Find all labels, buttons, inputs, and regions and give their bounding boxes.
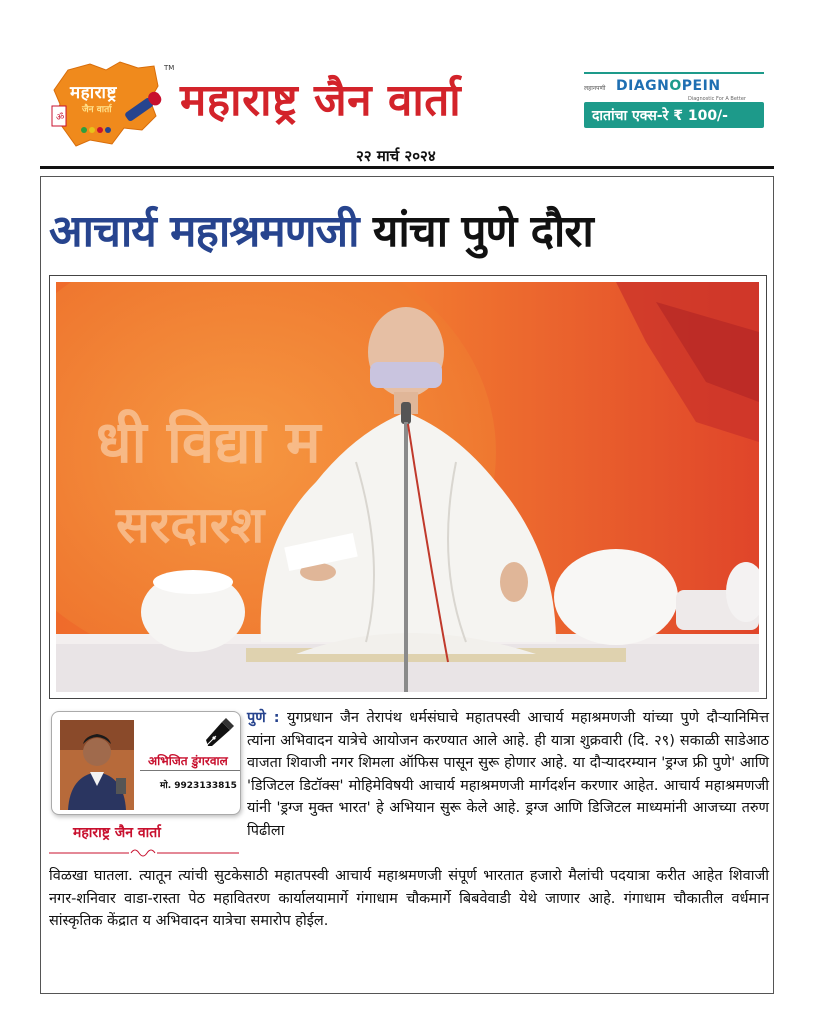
reporter-card (49, 711, 239, 861)
ad-brand-suffix: PEIN (681, 78, 721, 94)
article-body-lead-text: युगप्रधान जैन तेरापंथ धर्मसंघाचे महातपस्वी आचार्य महाश्रमणजी यांच्या पुणे दौऱ्यानिमित्त त्यांना अभिवादन यात्रेचे आयोजन करण्यात आले आहे. ही यात्रा शुक्रवारी (दि. २९) सकाळी साडेआठ वाजता शिवाजी नगर शिमला ऑफिस पासून सुरू होणार आहे. या दौऱ्यादरम्यान 'ड्रग्ज फ्री पुणे' आणि 'डिजिटल डिटॉक्स' मोहिमेविषयी आचार्य महाश्रमणजी मार्गदर्शन करणार आहेत. आचार्य महाश्रमणजी यांनी 'ड्रग्ज मुक्त भारत' हे अभियान सुरू केले आहे. ड्रग्ज आणि डिजिटल माध्यमांनी आजच्या तरुण पिढीला (247, 710, 770, 839)
article-photo[interactable] (56, 282, 759, 692)
masthead (40, 50, 775, 168)
reporter-brand-sign: महाराष्ट्र जैन वार्ता (73, 825, 161, 841)
issue-date: २२ मार्च २०२४ (356, 147, 436, 165)
dateline-city: पुणे : (247, 710, 280, 726)
article-photo-frame (49, 275, 767, 699)
newspaper-title: महाराष्ट्र जैन वार्ता (180, 75, 462, 126)
ad-tagline: Diagnostic For A Better (688, 96, 746, 102)
ad-offer-bar (584, 102, 764, 128)
reporter-photo (60, 720, 134, 810)
newspaper-logo[interactable] (46, 56, 175, 152)
article-body-lead (247, 707, 769, 843)
banner-text-2: सरदारश (116, 496, 265, 554)
logo-subtitle: जैन वार्ता (82, 105, 112, 115)
trademark-mark: TM (164, 64, 175, 72)
article-frame (40, 176, 774, 994)
ad-offer-text: दातांचा एक्स-रे ₹ 100/- (592, 108, 728, 124)
decorative-flourish-icon (49, 847, 239, 859)
reporter-divider (140, 770, 240, 771)
headline-part-2: यांचा पुणे दौरा (372, 206, 593, 257)
headline-part-1: आचार्य महाश्रमणजी (49, 206, 359, 257)
diagnopein-advertisement[interactable] (580, 70, 766, 130)
ad-small-text: लहानपणी (584, 85, 606, 92)
ad-top-line (584, 72, 764, 74)
reporter-name: अभिजित डुंगरवाल (148, 754, 228, 768)
article-headline (49, 199, 767, 259)
ad-brand-name (616, 78, 721, 94)
masthead-divider (40, 166, 774, 169)
svg-text:ॐ: ॐ (56, 113, 65, 123)
acharya-seated-photo (56, 282, 759, 692)
ad-brand-prefix: DIAGN (616, 78, 670, 94)
article-body-rest: विळखा घातला. त्यातून त्यांची सुटकेसाठी महातपस्वी आचार्य महाश्रमणजी संपूर्ण भारतात हजारो मैलांची पदयात्रा करीत आहेत शिवाजी नगर-शनिवार वाडा-रास्ता पेठ महावितरण कार्यालयामार्गे गंगाधाम चौकमार्गे बिबवेवाडी येथे जाणार आहे. गंगाधाम चौकातील वर्धमान सांस्कृतिक केंद्रात य अभिवादन यात्रेचा समारोप होईल. (49, 868, 769, 930)
reporter-card-box (51, 711, 241, 815)
banner-text-1: धी विद्या म (96, 408, 321, 476)
ad-brand-o: O (669, 78, 682, 94)
fountain-pen-icon (202, 716, 236, 750)
reporter-phone: मो. 9923133815 (160, 781, 237, 791)
reporter-avatar (60, 720, 134, 810)
logo-title: महाराष्ट्र (70, 83, 117, 103)
